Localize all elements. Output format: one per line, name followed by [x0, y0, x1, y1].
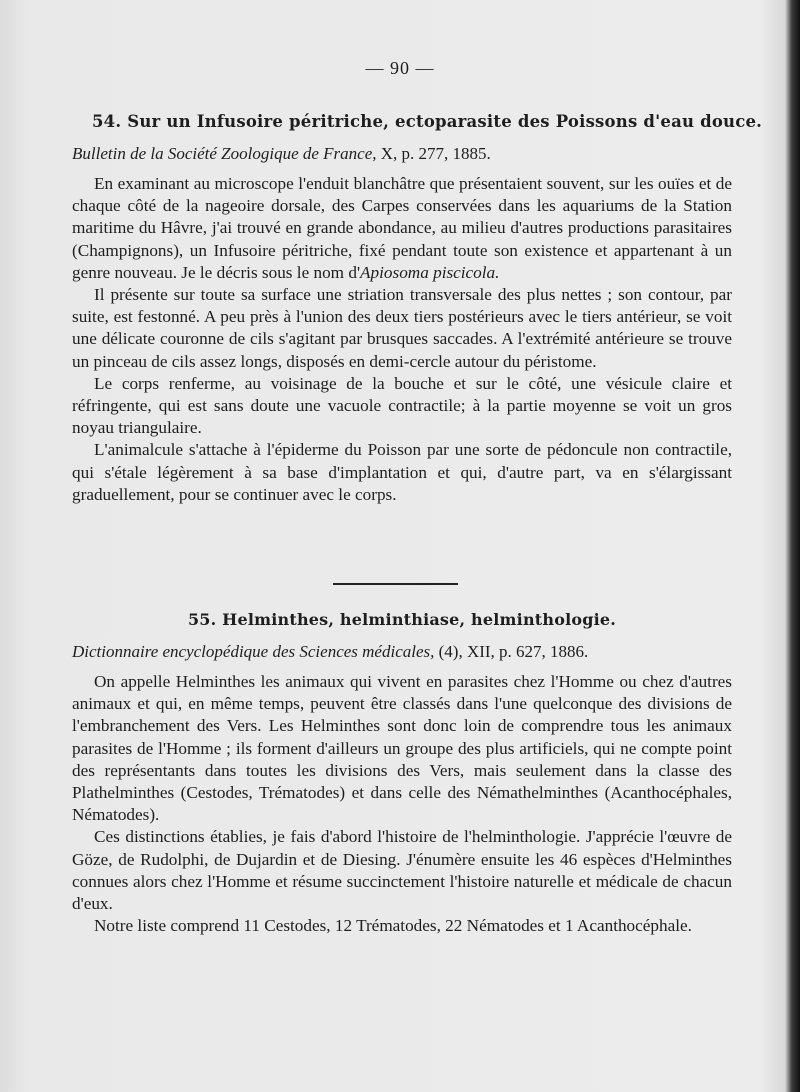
section-54-paragraph-1-text: En examinant au microscope l'enduit blanchâtre que présentaient souvent, sur les ouïes et de chaque côté de la nageoire dorsale, des Carpes conservées dans les aquariums de la Station maritime du Hâvre, j'ai trouvé en grande abondance, au milieu d'autres productions parasitaires (Champignons), un Infusoire péritriche, fixé pendant toute son existence et appartenant à un genre nouveau. Je le décris sous le nom d' — [72, 174, 732, 282]
section-55-paragraph-1: On appelle Helminthes les animaux qui vivent en parasites chez l'Homme ou chez d'autres animaux et qui, en même temps, peuvent être classés dans l'une quelconque des divisions de l'embranchement des Vers. Les Helminthes sont donc loin de comprendre tous les animaux parasites de l'Homme ; ils forment d'ailleurs un groupe des plus artificiels, qui ne compte point des représentants dans toutes les divisions des Vers, mais seulement dans la classe des Plathelminthes (Cestodes, Trématodes) et dans celle des Némathelminthes (Acanthocéphales, Nématodes). — [72, 672, 732, 825]
section-54-citation-details: X, p. 277, 1885. — [376, 144, 491, 163]
species-name: Apiosoma piscicola. — [360, 262, 500, 282]
section-55-citation-details: (4), XII, p. 627, 1886. — [434, 642, 589, 661]
section-55-title: 55. Helminthes, helminthiase, helminthologie. — [187, 610, 617, 629]
section-54 — [72, 112, 763, 506]
section-55 — [72, 610, 732, 937]
section-55-citation — [72, 641, 732, 663]
page-number: — 90 — — [365, 58, 435, 78]
section-54-title: 54. Sur un Infusoire péritriche, ectoparasite des Poissons d'eau douce. — [92, 112, 763, 131]
section-54-citation — [72, 143, 732, 165]
section-54-paragraph-2: Il présente sur toute sa surface une striation transversale des plus nettes ; son contour, par suite, est festonné. A peu près à l'union des deux tiers postérieurs avec le tiers antérieur, se voit une délicate couronne de cils s'agitant par brusques saccades. A l'extrémité antérieure se trouve un pinceau de cils assez longs, disposés en demi-cercle autour du péristome. — [72, 285, 732, 371]
section-54-paragraph-4: L'animalcule s'attache à l'épiderme du Poisson par une sorte de pédoncule non contractile, qui s'étale légèrement à sa base d'implantation et qui, d'autre part, va en s'élargissant graduellement, pour se continuer avec le corps. — [72, 440, 732, 504]
section-54-paragraph-3: Le corps renferme, au voisinage de la bouche et sur le côté, une vésicule claire et réfringente, qui est sans doute une vacuole contractile; à la partie moyenne se voit un gros noyau triangulaire. — [72, 373, 732, 438]
section-55-paragraph-3: Notre liste comprend 11 Cestodes, 12 Trématodes, 22 Nématodes et 1 Acanthocéphale. — [94, 916, 692, 936]
section-54-paragraph-1 — [72, 173, 732, 284]
section-54-citation-journal: Bulletin de la Société Zoologique de France, — [72, 144, 377, 163]
section-55-citation-journal: Dictionnaire encyclopédique des Sciences médicales, — [72, 642, 435, 661]
section-divider — [333, 583, 458, 585]
section-55-paragraph-2: Ces distinctions établies, je fais d'abord l'histoire de l'helminthologie. J'apprécie l'œuvre de Göze, de Rudolphi, de Dujardin et de Diesing. J'énumère ensuite les 46 espèces d'Helminthes connues alors chez l'Homme et résume succinctement l'histoire naturelle et médicale de chacun d'eux. — [72, 827, 732, 914]
